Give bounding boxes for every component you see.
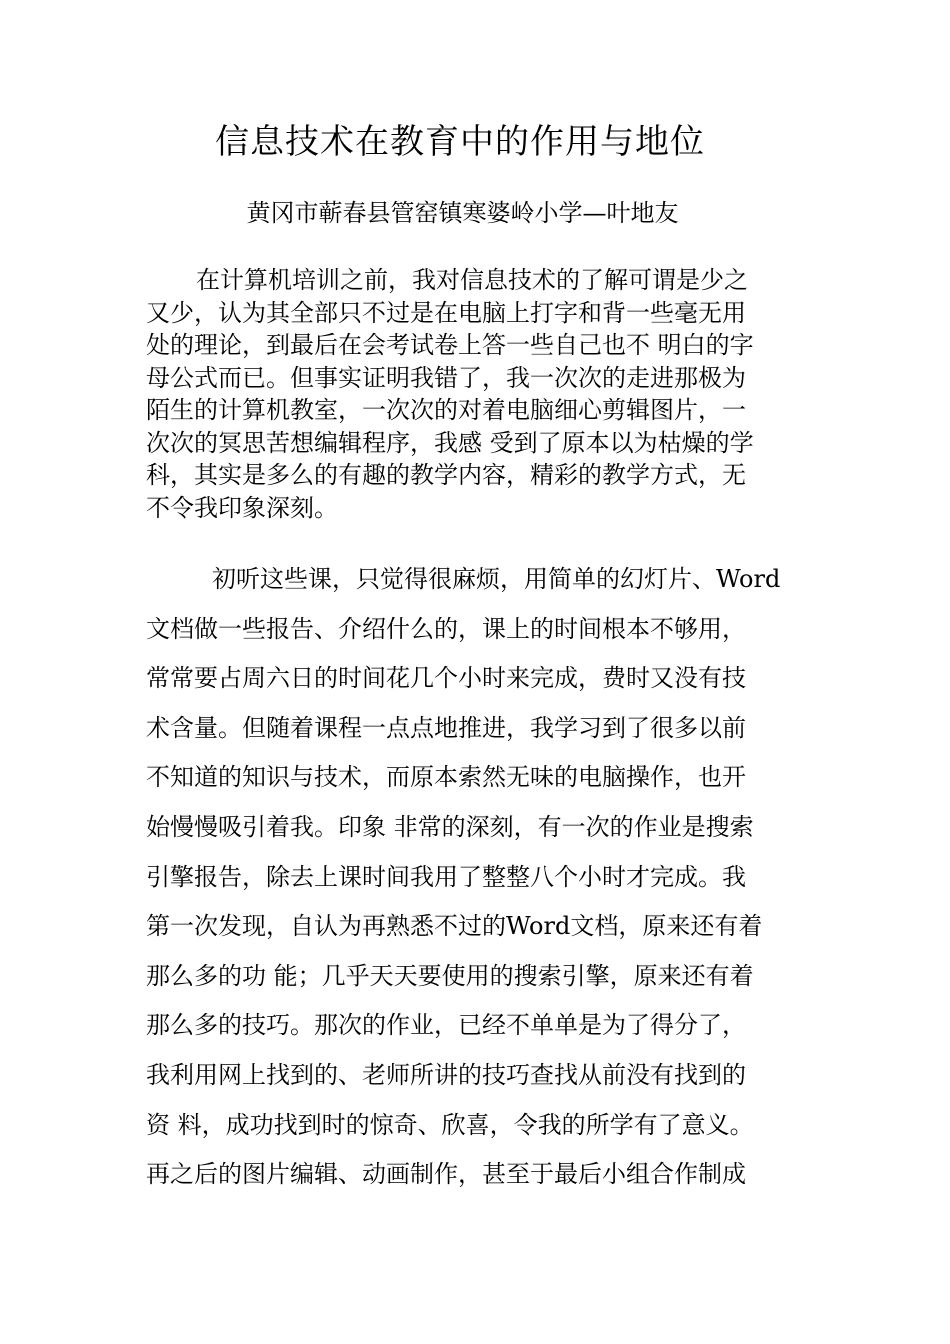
paragraph-2-line: 初听这些课，只觉得很麻烦，用简单的幻灯片、Word xyxy=(212,565,781,593)
paragraph-2-line: 那么多的技巧。那次的作业，已经不单单是为了得分了， xyxy=(146,1011,746,1040)
paragraph-2-line: 那么多的功 能；几乎天天要使用的搜索引擎，原来还有着 xyxy=(146,961,754,990)
paragraph-2-line: 资 料，成功找到时的惊奇、欣喜，令我的所学有了意义。 xyxy=(146,1110,754,1139)
paragraph-1-line: 又少，认为其全部只不过是在电脑上打字和背一些毫无用 xyxy=(146,298,746,327)
paragraph-2-line: 第一次发现，自认为再熟悉不过的Word文档，原来还有着 xyxy=(146,912,763,941)
paragraph-2-line: 再之后的图片编辑、动画制作，甚至于最后小组合作制成 xyxy=(146,1160,746,1189)
paragraph-2-line: 引擎报告，除去上课时间我用了整整八个小时才完成。我 xyxy=(146,862,746,891)
paragraph-1-line: 次次的冥思苦想编辑程序，我感 受到了原本以为枯燥的学 xyxy=(146,428,754,457)
paragraph-1-line: 处的理论，到最后在会考试卷上答一些自己也不 明白的字 xyxy=(146,331,754,359)
paragraph-2-line: 文档做一些报告、介绍什么的，课上的时间根本不够用， xyxy=(146,614,746,643)
author-line: 黄冈市蕲春县管窑镇寒婆岭小学—叶地友 xyxy=(246,199,679,227)
paragraph-1-line: 母公式而已。但事实证明我错了，我一次次的走进那极为 xyxy=(146,363,746,392)
paragraph-2-line: 常常要占周六日的时间花几个小时来完成，费时又没有技 xyxy=(146,664,746,693)
paragraph-2-line: 我利用网上找到的、老师所讲的技巧查找从前没有找到的 xyxy=(146,1060,746,1089)
paragraph-1 xyxy=(146,264,806,524)
paragraph-1-line: 在计算机培训之前，我对信息技术的了解可谓是少之 xyxy=(196,266,748,294)
document-title: 信息技术在教育中的作用与地位 xyxy=(215,122,705,162)
paragraph-2-line: 始慢慢吸引着我。印象 非常的深刻，有一次的作业是搜索 xyxy=(146,812,754,841)
paragraph-2-line: 术含量。但随着课程一点点地推进，我学习到了很多以前 xyxy=(146,713,746,742)
paragraph-1-line: 陌生的计算机教室，一次次的对着电脑细心剪辑图片，一 xyxy=(146,396,746,424)
paragraph-1-line: 不令我印象深刻。 xyxy=(146,493,338,522)
paragraph-1-line: 科，其实是多么的有趣的教学内容，精彩的教学方式，无 xyxy=(146,461,746,489)
paragraph-2-line: 不知道的知识与技术，而原本索然无味的电脑操作，也开 xyxy=(146,763,746,792)
paragraph-2 xyxy=(146,555,806,1200)
